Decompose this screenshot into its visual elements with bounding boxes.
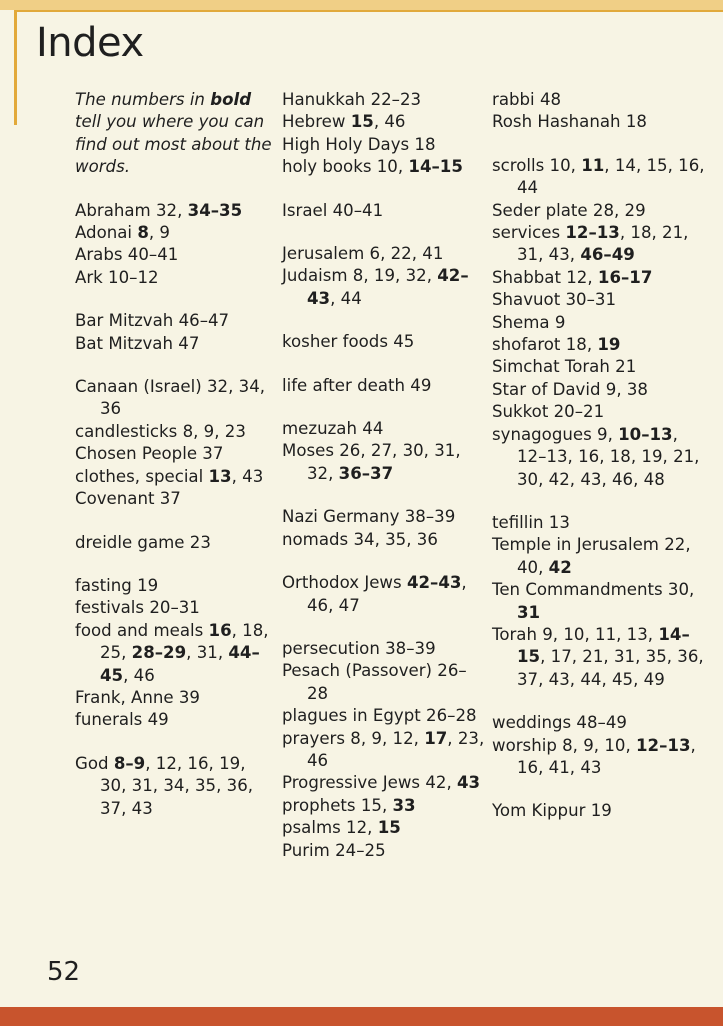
bold-page-ref: 17 xyxy=(424,728,448,748)
group-spacer xyxy=(75,732,275,753)
group-spacer xyxy=(282,551,487,572)
entry-text: dreidle game 23 xyxy=(75,532,211,552)
entry-text: , 12, 16, 19, 30, 31, 34, 35, 36, 37, 43 xyxy=(100,753,254,818)
entry-text: Arabs 40–41 xyxy=(75,245,179,265)
entry-text: fasting 19 xyxy=(75,575,159,595)
index-entry xyxy=(75,709,275,731)
entry-text: , 18, 25, xyxy=(100,620,269,663)
index-column-3 xyxy=(492,89,707,823)
entry-text: Ten Commandments 30, xyxy=(492,580,695,600)
entry-text: Pesach (Passover) 26–28 xyxy=(282,661,467,703)
bold-page-ref: 31 xyxy=(517,602,541,622)
index-entry xyxy=(75,421,275,443)
group-spacer xyxy=(282,354,487,375)
entry-text: holy books 10, xyxy=(282,157,409,177)
index-entry xyxy=(75,310,275,332)
index-entry xyxy=(75,244,275,266)
entry-text: worship 8, 9, 10, xyxy=(492,735,637,755)
entry-text: Seder plate 28, 29 xyxy=(492,200,646,220)
entry-text: mezuzah 44 xyxy=(282,419,384,439)
entry-text: , 16, 41, 43 xyxy=(517,735,696,777)
entry-text: synagogues 9, xyxy=(492,424,619,444)
bold-page-ref: 16–17 xyxy=(597,267,653,287)
entry-text: prayers 8, 9, 12, xyxy=(282,728,425,748)
index-entry xyxy=(492,222,707,267)
index-entry xyxy=(492,356,707,378)
entry-text: food and meals xyxy=(75,620,209,640)
entries-column-2 xyxy=(282,89,487,862)
entry-text: Yom Kippur 19 xyxy=(492,801,612,821)
index-entry xyxy=(75,532,275,554)
index-entry xyxy=(492,155,707,200)
index-entry xyxy=(282,817,487,839)
bold-page-ref: 8–9 xyxy=(113,753,146,773)
entry-text: Progressive Jews 42, xyxy=(282,773,457,793)
bold-page-ref: 36–37 xyxy=(338,463,394,483)
entry-text: , 44 xyxy=(330,288,362,308)
index-entry xyxy=(282,89,487,111)
entry-text: , 17, 21, 31, 35, 36, 37, 43, 44, 45, 49 xyxy=(517,647,704,689)
bold-page-ref: 42–43 xyxy=(406,573,462,593)
index-entry xyxy=(492,712,707,734)
index-entry xyxy=(492,424,707,491)
index-entry xyxy=(282,529,487,551)
entry-text: , 31, xyxy=(186,643,229,663)
entry-text: prophets 15, xyxy=(282,795,393,815)
index-entry xyxy=(75,575,275,597)
entry-text: Rosh Hashanah 18 xyxy=(492,112,647,132)
group-spacer xyxy=(492,134,707,155)
group-spacer xyxy=(75,355,275,376)
entry-text: Covenant 37 xyxy=(75,489,181,509)
index-entry xyxy=(282,840,487,862)
entry-text: psalms 12, xyxy=(282,818,378,838)
index-entry xyxy=(282,243,487,265)
index-entry xyxy=(492,111,707,133)
bold-page-ref: 10–13 xyxy=(618,424,673,444)
entry-text: , 9 xyxy=(148,223,170,243)
entry-text: Bar Mitzvah 46–47 xyxy=(75,311,230,331)
index-entry xyxy=(282,572,487,617)
index-entry xyxy=(75,222,275,244)
index-entry xyxy=(492,267,707,289)
index-entry xyxy=(282,506,487,528)
entry-text: Shabbat 12, xyxy=(492,267,598,287)
entry-text: kosher foods 45 xyxy=(282,332,415,352)
entry-text: funerals 49 xyxy=(75,710,169,730)
index-entry xyxy=(75,687,275,709)
entry-text: High Holy Days 18 xyxy=(282,134,436,154)
index-entry xyxy=(75,443,275,465)
index-entry xyxy=(75,753,275,820)
entry-text: , 14, 15, 16, 44 xyxy=(517,155,705,198)
entry-text: , 46 xyxy=(123,665,155,685)
index-entry xyxy=(282,375,487,397)
index-entry xyxy=(282,728,487,773)
bold-page-ref: 14–15 xyxy=(408,157,463,177)
entry-text: Chosen People 37 xyxy=(75,444,224,464)
bold-page-ref: 43 xyxy=(457,773,481,793)
entry-text: Simchat Torah 21 xyxy=(492,357,637,377)
entry-text: festivals 20–31 xyxy=(75,598,200,618)
bold-page-ref: 28–29 xyxy=(131,643,187,663)
index-entry xyxy=(282,418,487,440)
bold-page-ref: 15 xyxy=(377,818,401,838)
bottom-color-band xyxy=(0,1007,723,1026)
bold-page-ref: 33 xyxy=(392,795,416,815)
group-spacer xyxy=(282,179,487,200)
top-rule xyxy=(14,10,723,12)
entry-text: plagues in Egypt 26–28 xyxy=(282,706,477,726)
entry-text: Jerusalem 6, 22, 41 xyxy=(282,244,444,264)
entry-text: , 46 xyxy=(373,112,406,132)
entry-text: , 46, 47 xyxy=(307,573,467,615)
index-entry xyxy=(492,89,707,111)
entry-text: Ark 10–12 xyxy=(75,267,159,287)
index-entry xyxy=(492,200,707,222)
bold-page-ref: 16 xyxy=(208,620,232,640)
bold-page-ref: 42 xyxy=(548,557,572,577)
entry-text: Shema 9 xyxy=(492,312,566,332)
entry-text: persecution 38–39 xyxy=(282,638,436,658)
entry-text: scrolls 10, xyxy=(492,155,582,175)
bold-page-ref: bold xyxy=(210,90,252,109)
entry-text: Hanukkah 22–23 xyxy=(282,90,422,109)
index-intro xyxy=(75,89,275,179)
entry-text: Hebrew xyxy=(282,112,351,132)
entry-text: Moses 26, 27, 30, 31, 32, xyxy=(282,441,461,483)
index-entry xyxy=(282,795,487,817)
index-entry xyxy=(492,312,707,334)
index-entry xyxy=(492,579,707,624)
group-spacer xyxy=(282,310,487,331)
index-entry xyxy=(282,638,487,660)
index-column-1 xyxy=(75,89,275,820)
index-entry xyxy=(75,267,275,289)
index-entry xyxy=(492,735,707,780)
bold-page-ref: 12–13 xyxy=(565,223,620,243)
index-entry xyxy=(75,376,275,421)
entry-text: tefillin 13 xyxy=(492,512,570,532)
index-entry xyxy=(282,705,487,727)
entry-text: Bat Mitzvah 47 xyxy=(75,333,200,353)
bold-page-ref: 8 xyxy=(137,223,149,243)
entry-text: Abraham 32, xyxy=(75,200,188,220)
entry-text: Purim 24–25 xyxy=(282,840,386,860)
entry-text: Torah 9, 10, 11, 13, xyxy=(492,624,659,644)
entry-text: Orthodox Jews xyxy=(282,573,407,593)
page-number: 52 xyxy=(47,957,81,987)
index-entry xyxy=(492,800,707,822)
entry-text: Israel 40–41 xyxy=(282,200,384,220)
index-entry xyxy=(492,289,707,311)
entry-text: Judaism 8, 19, 32, xyxy=(282,266,438,286)
index-entry xyxy=(282,265,487,310)
entry-text: Sukkot 20–21 xyxy=(492,402,605,422)
index-entry xyxy=(282,111,487,133)
entry-text: Adonai xyxy=(75,223,138,243)
group-spacer xyxy=(282,397,487,418)
bold-page-ref: 13 xyxy=(208,466,232,486)
entry-text: Frank, Anne 39 xyxy=(75,687,200,707)
bold-page-ref: 11 xyxy=(581,155,605,175)
left-rule xyxy=(14,10,17,125)
index-entry xyxy=(282,331,487,353)
entry-text: nomads 34, 35, 36 xyxy=(282,529,438,549)
entry-text: The numbers in xyxy=(75,90,211,109)
bold-page-ref: 12–13 xyxy=(636,735,691,755)
index-entry xyxy=(75,466,275,488)
index-entry xyxy=(75,333,275,355)
page-title: Index xyxy=(36,20,144,66)
group-spacer xyxy=(282,485,487,506)
entries-column-1 xyxy=(75,179,275,820)
bold-page-ref: 34–35 xyxy=(187,200,243,220)
index-entry xyxy=(492,379,707,401)
group-spacer xyxy=(282,222,487,243)
entry-text: Nazi Germany 38–39 xyxy=(282,507,456,527)
index-entry xyxy=(282,156,487,178)
index-entry xyxy=(492,334,707,356)
group-spacer xyxy=(282,617,487,638)
entry-text: Star of David 9, 38 xyxy=(492,379,648,399)
entry-text: shofarot 18, xyxy=(492,335,598,355)
entry-text: clothes, special xyxy=(75,466,209,486)
group-spacer xyxy=(492,779,707,800)
entry-text: rabbi 48 xyxy=(492,90,562,109)
group-spacer xyxy=(492,691,707,712)
group-spacer xyxy=(492,491,707,512)
index-entry xyxy=(492,512,707,534)
bold-page-ref: 46–49 xyxy=(580,245,635,265)
entry-text: , 18, 21, 31, 43, xyxy=(517,223,689,265)
index-entry xyxy=(492,534,707,579)
index-entry xyxy=(75,200,275,222)
group-spacer xyxy=(75,554,275,575)
index-entry xyxy=(282,772,487,794)
entry-text: life after death 49 xyxy=(282,375,432,395)
index-entry xyxy=(282,660,487,705)
index-column-2 xyxy=(282,89,487,862)
bold-page-ref: 19 xyxy=(597,335,621,355)
entry-text: tell you where you can find out most about the words. xyxy=(75,112,272,177)
entry-text: weddings 48–49 xyxy=(492,713,627,733)
entries-column-3 xyxy=(492,89,707,823)
group-spacer xyxy=(75,511,275,532)
index-entry xyxy=(492,624,707,691)
index-entry xyxy=(282,200,487,222)
entry-text: Shavuot 30–31 xyxy=(492,290,617,310)
entry-text: , 23, 46 xyxy=(307,728,485,770)
entry-text: , 12–13, 16, 18, 19, 21, 30, 42, 43, 46, 48 xyxy=(517,424,700,489)
entry-text: services xyxy=(492,223,566,243)
index-entry xyxy=(75,488,275,510)
bold-page-ref: 42–43 xyxy=(307,266,469,308)
index-entry xyxy=(75,597,275,619)
index-entry xyxy=(492,401,707,423)
entry-text: candlesticks 8, 9, 23 xyxy=(75,421,246,441)
entry-text: , 43 xyxy=(231,466,264,486)
bold-page-ref: 15 xyxy=(350,112,374,132)
group-spacer xyxy=(75,179,275,200)
bold-page-ref: 44–45 xyxy=(100,643,260,685)
index-entry xyxy=(282,134,487,156)
top-color-band xyxy=(0,0,723,10)
index-entry xyxy=(75,620,275,687)
group-spacer xyxy=(75,289,275,310)
entry-text: Canaan (Israel) 32, 34, 36 xyxy=(75,377,266,419)
bold-page-ref: 14–15 xyxy=(517,624,690,667)
entry-text: Temple in Jerusalem 22, 40, xyxy=(492,535,691,577)
entry-text: God xyxy=(75,753,114,773)
index-entry xyxy=(282,440,487,485)
